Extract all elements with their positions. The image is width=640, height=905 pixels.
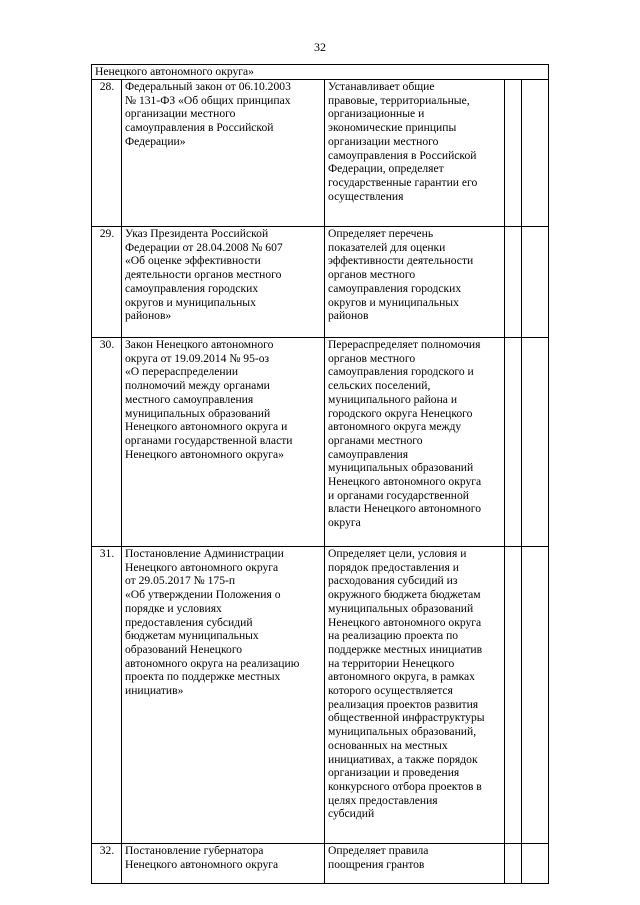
document-description-line: власти Ненецкого автономного [328, 502, 482, 516]
document-description-line: автономного округа, в рамках [328, 670, 475, 684]
empty-cell [522, 80, 549, 227]
empty-cell [505, 547, 522, 844]
document-description-line: показателей для оценки [328, 240, 446, 254]
document-title-line: предоставления субсидий [125, 615, 253, 629]
document-description-line: целях предоставления [328, 793, 438, 807]
document-description [325, 80, 505, 227]
row-number: 32. [92, 844, 122, 884]
document-title-line: порядке и условиях [125, 601, 222, 615]
document-description-line: общественной инфраструктуры [328, 711, 485, 725]
document-title-line: автономного округа на реализацию [125, 656, 300, 670]
document-title-line: бюджетам муниципальных [125, 629, 259, 643]
document-title-line: Федерации от 28.04.2008 № 607 [125, 240, 283, 254]
empty-cell [522, 227, 549, 338]
document-title-line: «Об оценке эффективности [125, 254, 261, 268]
document-title-line: муниципальных образований [125, 406, 271, 420]
document-title-line: Постановление губернатора [125, 844, 264, 857]
document-description [325, 338, 505, 547]
document-description-line: на территории Ненецкого [328, 656, 455, 670]
continuation-row [92, 65, 549, 80]
document-description-line: основанных на местных [328, 738, 448, 752]
empty-cell [505, 338, 522, 547]
document-description-line: реализация проектов развития [328, 697, 479, 711]
document-description-line: организации местного [328, 134, 439, 148]
page-number: 32 [314, 40, 326, 54]
document-description [325, 547, 505, 844]
document-description-line: районов [328, 309, 369, 323]
document-description-line: сельских поселений, [328, 379, 431, 393]
document-title-line: Постановление Администрации [125, 547, 284, 560]
document-description-line: поддержке местных инициатив [328, 642, 483, 656]
document-description-line: Устанавливает общие [328, 80, 435, 93]
document-description-line: Ненецкого автономного округа [328, 615, 482, 629]
document-title-line: Ненецкого автономного округа [125, 857, 279, 871]
continuation-text: Ненецкого автономного округа» [92, 65, 549, 80]
document-description-line: Определяет перечень [328, 227, 434, 240]
document-description-line: самоуправления городских [328, 281, 462, 295]
document-description-line: округа [328, 516, 361, 530]
document-description-line: органов местного [328, 351, 416, 365]
document-title-line: проекта по поддержке местных [125, 670, 281, 684]
row-number: 28. [92, 80, 122, 227]
document-description-line: муниципального района и [328, 392, 458, 406]
document-description-line: порядок предоставления и [328, 560, 459, 574]
document-title-line: инициатив» [125, 684, 184, 698]
document-description-line: субсидий [328, 807, 375, 821]
document-title-line: самоуправления в Российской [125, 121, 274, 135]
document-description-line: экономические принципы [328, 121, 457, 135]
document-description-line: округов и муниципальных [328, 295, 459, 309]
document-title-line: округов и муниципальных [125, 295, 256, 309]
document-title [122, 844, 325, 884]
row-number: 29. [92, 227, 122, 338]
table-row [92, 547, 549, 844]
empty-cell [505, 227, 522, 338]
empty-cell [522, 844, 549, 884]
document-title-line: районов» [125, 309, 172, 323]
table-row [92, 80, 549, 227]
document-description-line: городского округа Ненецкого [328, 406, 473, 420]
empty-cell [505, 844, 522, 884]
document-description-line: конкурсного отбора проектов в [328, 779, 482, 793]
document-title-line: Федерации» [125, 134, 186, 148]
document-description-line: государственные гарантии его [328, 175, 478, 189]
document-title [122, 338, 325, 547]
empty-cell [505, 80, 522, 227]
table-row [92, 227, 549, 338]
document-description-line: муниципальных образований [328, 461, 474, 475]
table-row [92, 844, 549, 884]
document-title-line: Указ Президента Российской [125, 227, 269, 240]
document-title-line: «О перераспределении [125, 365, 239, 379]
document-title-line: самоуправления городских [125, 281, 259, 295]
document-description-line: Определяет правила [328, 844, 429, 857]
document-description-line: организационные и [328, 107, 425, 121]
document-title-line: Федеральный закон от 06.10.2003 [125, 80, 291, 93]
empty-cell [522, 547, 549, 844]
row-number: 30. [92, 338, 122, 547]
document-title-line: местного самоуправления [125, 392, 254, 406]
document-description-line: Определяет цели, условия и [328, 547, 467, 560]
document-title [122, 547, 325, 844]
document-description-line: на реализацию проекта по [328, 629, 459, 643]
document-title-line: округа от 19.09.2014 № 95-оз [125, 351, 270, 365]
document-title [122, 80, 325, 227]
document-title-line: от 29.05.2017 № 175-п [125, 574, 236, 588]
document-description-line: самоуправления в Российской [328, 148, 477, 162]
document-description-line: Ненецкого автономного округа [328, 475, 482, 489]
document-title-line: Ненецкого автономного округа [125, 560, 279, 574]
document-title-line: Ненецкого автономного округа и [125, 420, 288, 434]
document-table [91, 64, 549, 884]
document-title-line: № 131-ФЗ «Об общих принципах [125, 93, 291, 107]
document-description-line: поощрения грантов [328, 857, 425, 871]
document-description-line: организации и проведения [328, 766, 460, 780]
empty-cell [522, 338, 549, 547]
document-description-line: окружного бюджета бюджетам [328, 588, 481, 602]
document-title-line: деятельности органов местного [125, 268, 282, 282]
document-title-line: Закон Ненецкого автономного [125, 338, 274, 351]
table-row [92, 338, 549, 547]
document-title-line: органами государственной власти [125, 433, 293, 447]
document-description [325, 844, 505, 884]
document-description-line: органов местного [328, 268, 416, 282]
document-description-line: самоуправления городского и [328, 365, 474, 379]
document-description-line: самоуправления [328, 447, 409, 461]
document-description-line: которого осуществляется [328, 684, 453, 698]
document-title-line: «Об утверждении Положения о [125, 588, 281, 602]
document-description-line: муниципальных образований, [328, 725, 477, 739]
document-title-line: образований Ненецкого [125, 642, 243, 656]
document-description-line: органами местного [328, 433, 423, 447]
document-description-line: Федерации, определяет [328, 162, 444, 176]
document-description-line: и органами государственной [328, 488, 470, 502]
document-title-line: полномочий между органами [125, 379, 270, 393]
document-description-line: осуществления [328, 189, 404, 203]
document-description-line: инициативах, а также порядок [328, 752, 478, 766]
document-description-line: муниципальных образований [328, 601, 474, 615]
document-description-line: правовые, территориальные, [328, 93, 470, 107]
document-description [325, 227, 505, 338]
document-description-line: эффективности деятельности [328, 254, 474, 268]
document-description-line: автономного округа между [328, 420, 462, 434]
document-description-line: расходования субсидий из [328, 574, 458, 588]
document-title [122, 227, 325, 338]
document-title-line: Ненецкого автономного округа» [125, 447, 284, 461]
document-description-line: Перераспределяет полномочия [328, 338, 481, 351]
document-title-line: организации местного [125, 107, 236, 121]
row-number: 31. [92, 547, 122, 844]
